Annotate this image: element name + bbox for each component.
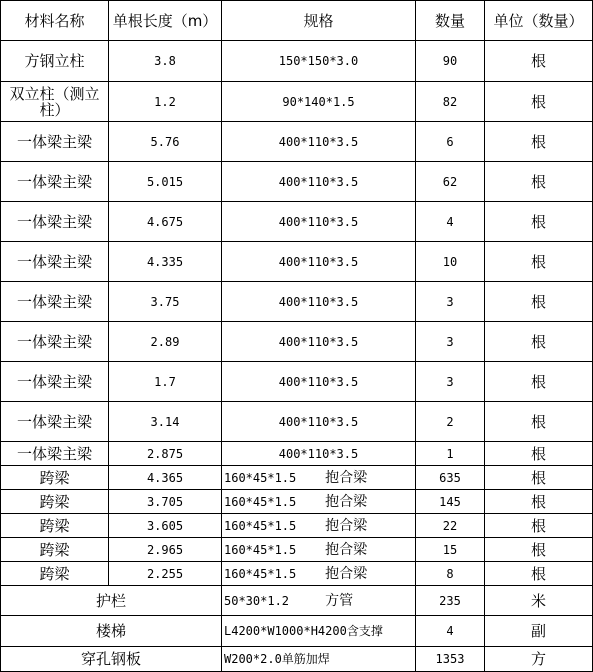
table-row-merged — [1, 616, 593, 647]
table-row — [1, 41, 593, 82]
row-length: 2.965 — [109, 538, 222, 562]
row-length: 4.365 — [109, 466, 222, 490]
row-name: 一体梁主梁 — [1, 442, 109, 466]
table-row — [1, 490, 593, 514]
table-row — [1, 162, 593, 202]
header-row — [1, 1, 593, 41]
row-length: 4.335 — [109, 242, 222, 282]
table-row — [1, 362, 593, 402]
row-unit: 副 — [485, 616, 593, 647]
row-name: 护栏 — [1, 586, 222, 616]
row-qty: 235 — [416, 586, 485, 616]
row-length: 2.875 — [109, 442, 222, 466]
row-unit: 根 — [485, 322, 593, 362]
row-unit: 根 — [485, 162, 593, 202]
table-row — [1, 202, 593, 242]
spec-dim: 50*30*1.2 — [224, 593, 290, 608]
spec-note: 抱合梁 — [325, 565, 368, 582]
row-length: 3.705 — [109, 490, 222, 514]
table-row — [1, 282, 593, 322]
row-unit: 根 — [485, 490, 593, 514]
row-name: 一体梁主梁 — [1, 162, 109, 202]
spec-dim: 160*45*1.5 — [224, 542, 297, 557]
header-qty: 数量 — [416, 1, 485, 41]
spec-dim: 160*45*1.5 — [224, 566, 297, 581]
row-spec: 400*110*3.5 — [222, 162, 416, 202]
row-spec: 400*110*3.5 — [222, 442, 416, 466]
row-qty: 145 — [416, 490, 485, 514]
row-qty: 3 — [416, 282, 485, 322]
row-name: 一体梁主梁 — [1, 202, 109, 242]
table-row — [1, 122, 593, 162]
row-unit: 根 — [485, 122, 593, 162]
spec-note: 抱合梁 — [325, 493, 368, 510]
header-name: 材料名称 — [1, 1, 109, 41]
spec-dim: 160*45*1.5 — [224, 494, 297, 509]
row-unit: 根 — [485, 402, 593, 442]
row-spec: 400*110*3.5 — [222, 202, 416, 242]
row-name: 一体梁主梁 — [1, 282, 109, 322]
table-row — [1, 514, 593, 538]
header-unit: 单位（数量） — [485, 1, 593, 41]
row-spec: 400*110*3.5 — [222, 282, 416, 322]
row-length: 3.8 — [109, 41, 222, 82]
row-unit: 根 — [485, 466, 593, 490]
row-name: 跨梁 — [1, 538, 109, 562]
row-name: 一体梁主梁 — [1, 362, 109, 402]
row-spec — [222, 466, 416, 490]
spec-note: 抱合梁 — [325, 517, 368, 534]
spec-dim: 160*45*1.5 — [224, 470, 297, 485]
row-name: 双立柱（测立柱） — [1, 82, 109, 122]
table-row — [1, 322, 593, 362]
row-unit: 根 — [485, 362, 593, 402]
row-unit: 方 — [485, 647, 593, 672]
row-length: 3.605 — [109, 514, 222, 538]
header-length: 单根长度（m） — [109, 1, 222, 41]
row-spec — [222, 562, 416, 586]
table-row — [1, 402, 593, 442]
row-qty: 1 — [416, 442, 485, 466]
row-qty: 4 — [416, 616, 485, 647]
row-spec — [222, 586, 416, 616]
row-name: 跨梁 — [1, 562, 109, 586]
row-qty: 3 — [416, 322, 485, 362]
row-qty: 22 — [416, 514, 485, 538]
row-length: 3.14 — [109, 402, 222, 442]
row-name: 方钢立柱 — [1, 41, 109, 82]
row-name: 穿孔钢板 — [1, 647, 222, 672]
row-spec — [222, 538, 416, 562]
row-spec: 90*140*1.5 — [222, 82, 416, 122]
row-qty: 62 — [416, 162, 485, 202]
row-name: 跨梁 — [1, 514, 109, 538]
row-qty: 82 — [416, 82, 485, 122]
row-qty: 1353 — [416, 647, 485, 672]
spec-note: 抱合梁 — [325, 469, 368, 486]
row-length: 1.2 — [109, 82, 222, 122]
row-spec — [222, 514, 416, 538]
row-spec: 400*110*3.5 — [222, 242, 416, 282]
row-name: 一体梁主梁 — [1, 242, 109, 282]
table-row — [1, 442, 593, 466]
row-length: 1.7 — [109, 362, 222, 402]
table-row — [1, 538, 593, 562]
row-spec: 400*110*3.5 — [222, 322, 416, 362]
row-qty: 90 — [416, 41, 485, 82]
row-qty: 2 — [416, 402, 485, 442]
row-spec: 400*110*3.5 — [222, 402, 416, 442]
row-length: 2.89 — [109, 322, 222, 362]
row-unit: 根 — [485, 202, 593, 242]
row-spec: 400*110*3.5 — [222, 122, 416, 162]
row-spec: 150*150*3.0 — [222, 41, 416, 82]
table-row — [1, 562, 593, 586]
header-spec: 规格 — [222, 1, 416, 41]
row-spec: W200*2.0单筋加焊 — [222, 647, 416, 672]
table-row — [1, 466, 593, 490]
row-length: 4.675 — [109, 202, 222, 242]
row-length: 5.76 — [109, 122, 222, 162]
table-row — [1, 82, 593, 122]
row-length: 3.75 — [109, 282, 222, 322]
row-spec: L4200*W1000*H4200含支撑 — [222, 616, 416, 647]
row-qty: 15 — [416, 538, 485, 562]
row-length: 5.015 — [109, 162, 222, 202]
row-unit: 根 — [485, 41, 593, 82]
row-name: 一体梁主梁 — [1, 122, 109, 162]
row-unit: 米 — [485, 586, 593, 616]
row-qty: 8 — [416, 562, 485, 586]
spec-dim: 160*45*1.5 — [224, 518, 297, 533]
row-unit: 根 — [485, 282, 593, 322]
row-spec — [222, 490, 416, 514]
table-row-merged — [1, 586, 593, 616]
row-length: 2.255 — [109, 562, 222, 586]
row-qty: 635 — [416, 466, 485, 490]
row-qty: 6 — [416, 122, 485, 162]
row-qty: 3 — [416, 362, 485, 402]
row-unit: 根 — [485, 562, 593, 586]
table-row — [1, 242, 593, 282]
row-name: 跨梁 — [1, 466, 109, 490]
spec-note: 抱合梁 — [325, 541, 368, 558]
row-qty: 4 — [416, 202, 485, 242]
row-unit: 根 — [485, 514, 593, 538]
table-row-merged — [1, 647, 593, 672]
row-unit: 根 — [485, 82, 593, 122]
row-name: 跨梁 — [1, 490, 109, 514]
row-name: 楼梯 — [1, 616, 222, 647]
spec-note: 方管 — [325, 592, 354, 609]
row-name: 一体梁主梁 — [1, 322, 109, 362]
row-unit: 根 — [485, 538, 593, 562]
row-qty: 10 — [416, 242, 485, 282]
row-unit: 根 — [485, 242, 593, 282]
row-name: 一体梁主梁 — [1, 402, 109, 442]
row-unit: 根 — [485, 442, 593, 466]
row-spec: 400*110*3.5 — [222, 362, 416, 402]
